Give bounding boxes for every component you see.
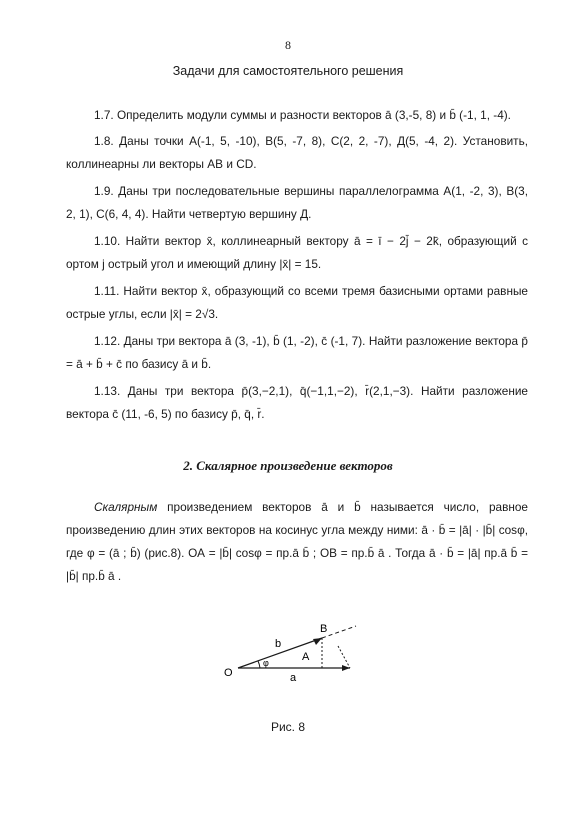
problem-1-8: 1.8. Даны точки А(-1, 5, -10), В(5, -7, 8), С(2, 2, -7), Д(5, -4, 2). Установить, коллинеарны ли векторы AB и CD. — [66, 134, 528, 171]
label-A: A — [302, 651, 310, 663]
problem-1-12: 1.12. Даны три вектора ā (3, -1), b̄ (1, -2), c̄ (-1, 7). Найти разложение вектора p̄ = ā + b̄ + c̄ по базису ā и b̄. — [66, 334, 528, 371]
vector-a-arrowhead — [342, 665, 350, 671]
figure-caption: Рис. 8 — [270, 720, 306, 734]
page-number: 8 — [285, 38, 291, 52]
label-B: B — [320, 623, 328, 635]
definition-term: Скалярным — [94, 500, 158, 514]
angle-arc — [258, 661, 260, 668]
problem-1-13: 1.13. Даны три вектора p̄(3,−2,1), q̄(−1,1,−2), r̄(2,1,−3). Найти разложение вектора c̄ (11, -6, 5) по базису p̄, q̄, r̄. — [66, 384, 528, 421]
section-heading: Задачи для самостоятельного решения — [172, 64, 404, 78]
label-phi: φ — [263, 658, 269, 668]
projection-a-dashed — [338, 646, 350, 668]
label-O: O — [224, 667, 233, 679]
label-b: b — [275, 638, 282, 650]
problem-1-10: 1.10. Найти вектор x̄, коллинеарный вектору ā = ī − 2j̄ − 2k̄, образующий с ортом j острый угол и имеющий длину |x̄| = 15. — [66, 234, 528, 271]
definition-paragraph — [66, 496, 528, 588]
label-a: a — [290, 672, 297, 684]
vector-projection-figure — [220, 610, 380, 690]
definition-text: произведением векторов ā и b̄ называется число, равное произведению длин этих векторов на косинус угла между ними: ā · b̄ = |ā| · |b̄| cosφ, где φ = (ā ; b̄) (рис.8). ОА = |b̄| cosφ = пр.ā b̄ ; ОВ = пр.b̄ ā . Тогда ā · b̄ = |ā| пр.ā b̄ = |b̄| пр.b̄ ā . — [66, 500, 528, 583]
vector-b-arrowhead — [313, 638, 322, 645]
problem-1-11: 1.11. Найти вектор x̄, образующий со всеми тремя базисными ортами равные острые углы, если |x̄| = 2√3. — [66, 284, 528, 321]
section-title: 2. Скалярное произведение векторов — [183, 458, 393, 473]
problem-1-7: 1.7. Определить модули суммы и разности векторов ā (3,-5, 8) и b̄ (-1, 1, -4). — [94, 108, 511, 122]
problem-1-9: 1.9. Даны три последовательные вершины параллелограмма А(1, -2, 3), В(3, 2, 1), С(6, 4, 4). Найти четвертую вершину Д. — [66, 184, 528, 221]
